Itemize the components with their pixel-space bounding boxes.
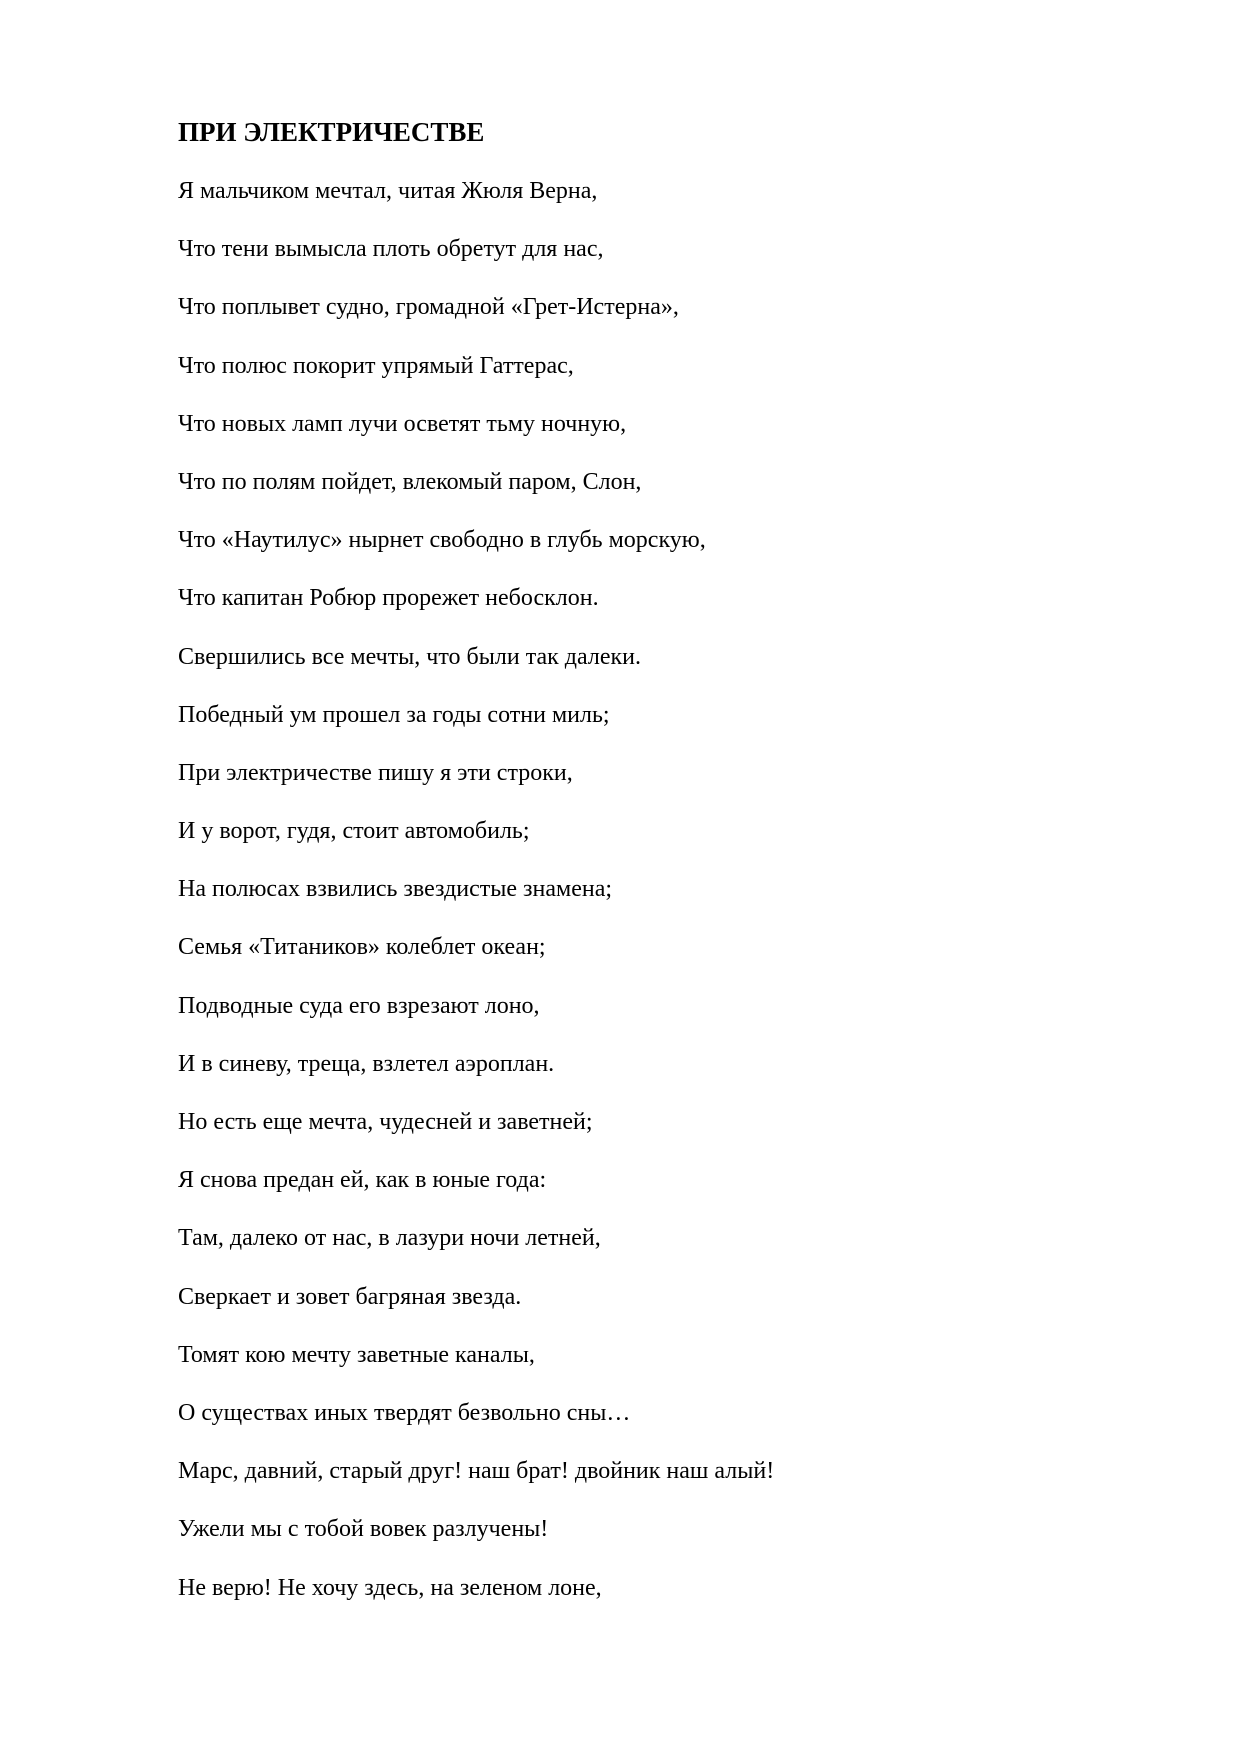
poem-line: При электричестве пишу я эти строки, <box>178 759 573 786</box>
poem-line: Что по полям пойдет, влекомый паром, Слон, <box>178 468 642 495</box>
poem-line: На полюсах взвились звездистые знамена; <box>178 876 613 903</box>
poem-line: Томят кою мечту заветные каналы, <box>178 1341 535 1368</box>
poem-line: Что поплывет судно, громадной «Грет-Истерна», <box>178 294 679 321</box>
poem-line: И у ворот, гудя, стоит автомобиль; <box>178 818 530 845</box>
poem-line: О существах иных твердят безвольно сны… <box>178 1399 631 1426</box>
poem-line: Семья «Титаников» колеблет океан; <box>178 934 546 961</box>
poem-title: ПРИ ЭЛЕКТРИЧЕСТВЕ <box>178 117 485 147</box>
poem-line: Но есть еще мечта, чудесней и заветней; <box>178 1109 593 1135</box>
poem-line: Я мальчиком мечтал, читая Жюля Верна, <box>178 178 598 204</box>
poem-line: Что новых ламп лучи осветят тьму ночную, <box>178 410 627 437</box>
poem-line: Подводные суда его взрезают лоно, <box>178 992 540 1019</box>
poem-line: Что «Наутилус» нырнет свободно в глубь морскую, <box>178 527 706 554</box>
poem-line: Сверкает и зовет багряная звезда. <box>178 1283 522 1310</box>
poem-line: Я снова предан ей, как в юные года: <box>178 1167 547 1194</box>
poem-line: Ужели мы с тобой вовек разлучены! <box>178 1516 549 1543</box>
poem-line: Марс, давний, старый друг! наш брат! двойник наш алый! <box>178 1458 775 1485</box>
poem-line: Свершились все мечты, что были так далеки. <box>178 643 642 670</box>
poem-body <box>178 177 774 1632</box>
poem-line: Не верю! Не хочу здесь, на зеленом лоне, <box>178 1574 602 1601</box>
poem-line: И в синеву, треща, взлетел аэроплан. <box>178 1050 555 1077</box>
poem-line: Победный ум прошел за годы сотни миль; <box>178 701 610 728</box>
poem-line: Что тени вымысла плоть обретут для нас, <box>178 236 604 263</box>
poem-line: Что полюс покорит упрямый Гаттерас, <box>178 352 574 379</box>
poem-line: Там, далеко от нас, в лазури ночи летней, <box>178 1225 601 1252</box>
poem-line: Что капитан Робюр прорежет небосклон. <box>178 585 599 612</box>
